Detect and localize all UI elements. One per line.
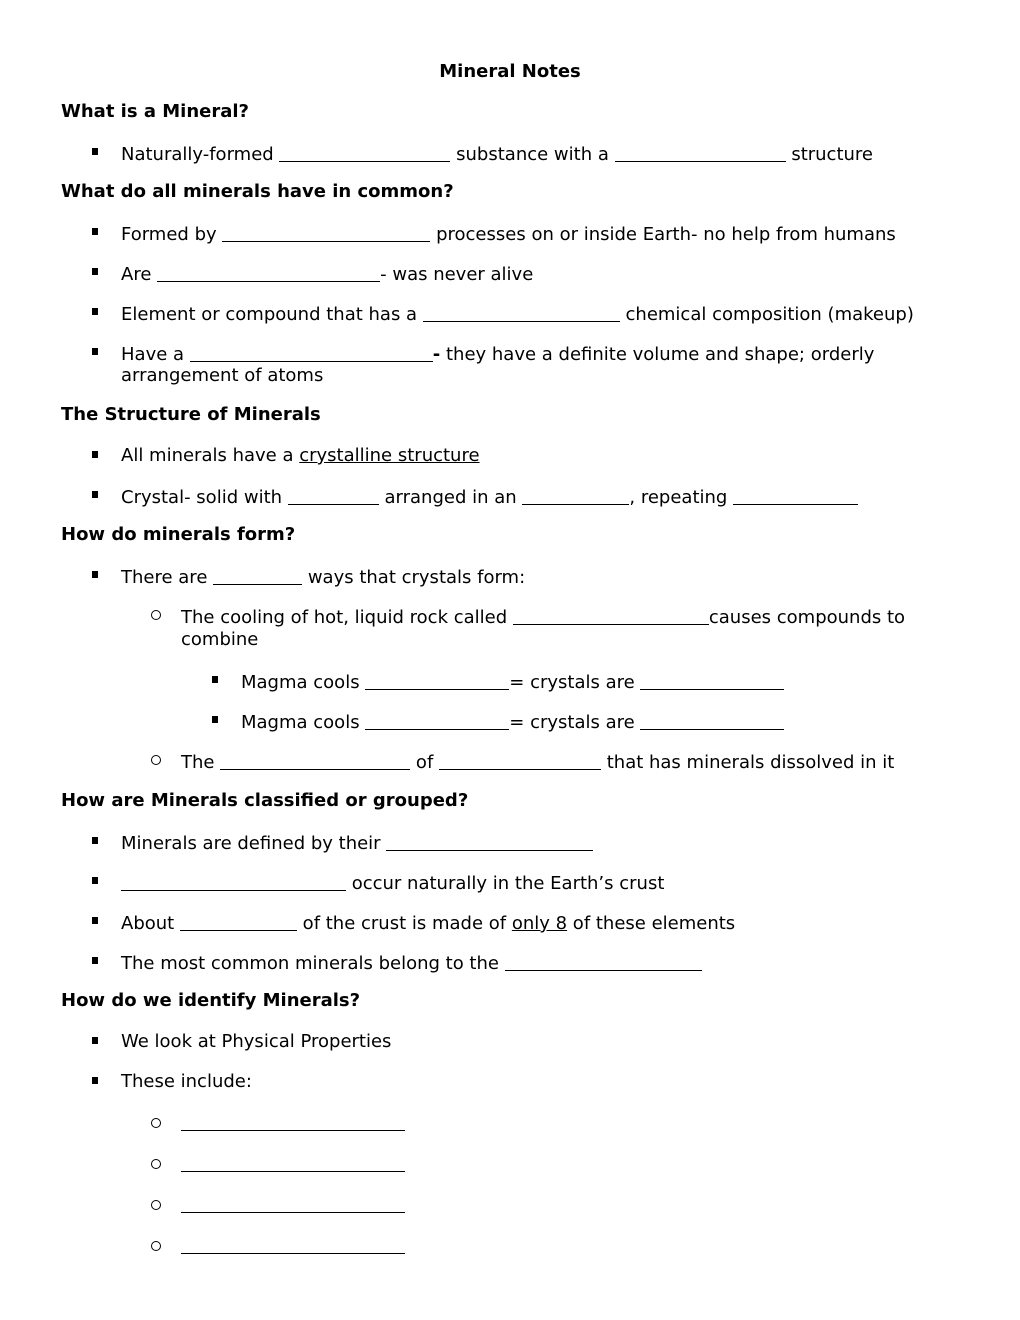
circle-bullet-icon xyxy=(151,1113,161,1136)
square-bullet-icon xyxy=(212,709,218,732)
heading-form: How do minerals form? xyxy=(61,524,296,545)
fill-blank[interactable] xyxy=(222,223,430,242)
heading-classified: How are Minerals classified or grouped? xyxy=(61,790,469,811)
list-item: The of that has minerals dissolved in it xyxy=(181,752,895,773)
fill-blank[interactable] xyxy=(190,343,433,362)
heading-identify: How do we identify Minerals? xyxy=(61,990,361,1011)
fill-blank[interactable] xyxy=(181,1194,405,1213)
list-item: The most common minerals belong to the xyxy=(121,950,702,975)
fill-blank[interactable] xyxy=(733,486,858,505)
list-item: Magma cools = crystals are xyxy=(241,669,784,694)
square-bullet-icon xyxy=(92,221,98,244)
list-item-continuation: arrangement of atoms xyxy=(121,365,324,386)
list-item: Element or compound that has a chemical composition (makeup) xyxy=(121,304,914,325)
list-item: There are ways that crystals form: xyxy=(121,567,526,588)
heading-common: What do all minerals have in common? xyxy=(61,181,454,202)
list-item xyxy=(181,1110,405,1135)
circle-bullet-icon xyxy=(151,750,161,773)
square-bullet-icon xyxy=(92,950,98,973)
fill-blank[interactable] xyxy=(121,872,346,891)
fill-blank[interactable] xyxy=(439,751,601,770)
list-item: The cooling of hot, liquid rock called causes compounds to xyxy=(181,607,906,628)
heading-what-is-mineral: What is a Mineral? xyxy=(61,101,249,122)
square-bullet-icon xyxy=(92,830,98,853)
fill-blank[interactable] xyxy=(181,1112,405,1131)
list-item: Crystal- solid with arranged in an , repeating xyxy=(121,484,858,509)
list-item: occur naturally in the Earth’s crust xyxy=(121,870,664,895)
fill-blank[interactable] xyxy=(423,303,620,322)
square-bullet-icon xyxy=(92,1070,98,1093)
list-item: Have a - they have a definite volume and shape; orderly xyxy=(121,344,875,365)
fill-blank[interactable] xyxy=(157,263,380,282)
list-item: Naturally-formed substance with a structure xyxy=(121,144,874,165)
fill-blank[interactable] xyxy=(220,751,410,770)
fill-blank[interactable] xyxy=(615,143,786,162)
fill-blank[interactable] xyxy=(181,1153,405,1172)
circle-bullet-icon xyxy=(151,605,161,628)
page-title: Mineral Notes xyxy=(439,61,581,82)
list-item: These include: xyxy=(121,1071,252,1092)
list-item: All minerals have a crystalline structure xyxy=(121,445,480,466)
heading-structure: The Structure of Minerals xyxy=(61,404,321,425)
fill-blank[interactable] xyxy=(513,606,709,625)
square-bullet-icon xyxy=(92,870,98,893)
list-item: Magma cools = crystals are xyxy=(241,709,784,734)
square-bullet-icon xyxy=(92,484,98,507)
square-bullet-icon xyxy=(92,444,98,467)
square-bullet-icon xyxy=(92,261,98,284)
square-bullet-icon xyxy=(92,1030,98,1053)
fill-blank[interactable] xyxy=(640,671,784,690)
list-item: We look at Physical Properties xyxy=(121,1031,392,1052)
list-item xyxy=(181,1192,405,1217)
fill-blank[interactable] xyxy=(640,711,784,730)
list-item: Are - was never alive xyxy=(121,264,534,285)
list-item: Formed by processes on or inside Earth- no help from humans xyxy=(121,224,896,245)
square-bullet-icon xyxy=(92,564,98,587)
fill-blank[interactable] xyxy=(180,912,297,931)
list-item: About of the crust is made of only 8 of these elements xyxy=(121,913,736,934)
fill-blank[interactable] xyxy=(288,486,379,505)
circle-bullet-icon xyxy=(151,1195,161,1218)
fill-blank[interactable] xyxy=(365,671,509,690)
square-bullet-icon xyxy=(92,341,98,364)
fill-blank[interactable] xyxy=(213,566,302,585)
square-bullet-icon xyxy=(92,141,98,164)
fill-blank[interactable] xyxy=(386,832,593,851)
fill-blank[interactable] xyxy=(505,952,702,971)
list-item: Minerals are defined by their xyxy=(121,830,593,855)
fill-blank[interactable] xyxy=(181,1235,405,1254)
square-bullet-icon xyxy=(92,301,98,324)
square-bullet-icon xyxy=(212,669,218,692)
circle-bullet-icon xyxy=(151,1154,161,1177)
circle-bullet-icon xyxy=(151,1236,161,1259)
list-item xyxy=(181,1151,405,1176)
fill-blank[interactable] xyxy=(279,143,450,162)
square-bullet-icon xyxy=(92,910,98,933)
list-item-continuation: combine xyxy=(181,629,259,650)
fill-blank[interactable] xyxy=(365,711,509,730)
fill-blank[interactable] xyxy=(522,486,629,505)
list-item xyxy=(181,1233,405,1258)
